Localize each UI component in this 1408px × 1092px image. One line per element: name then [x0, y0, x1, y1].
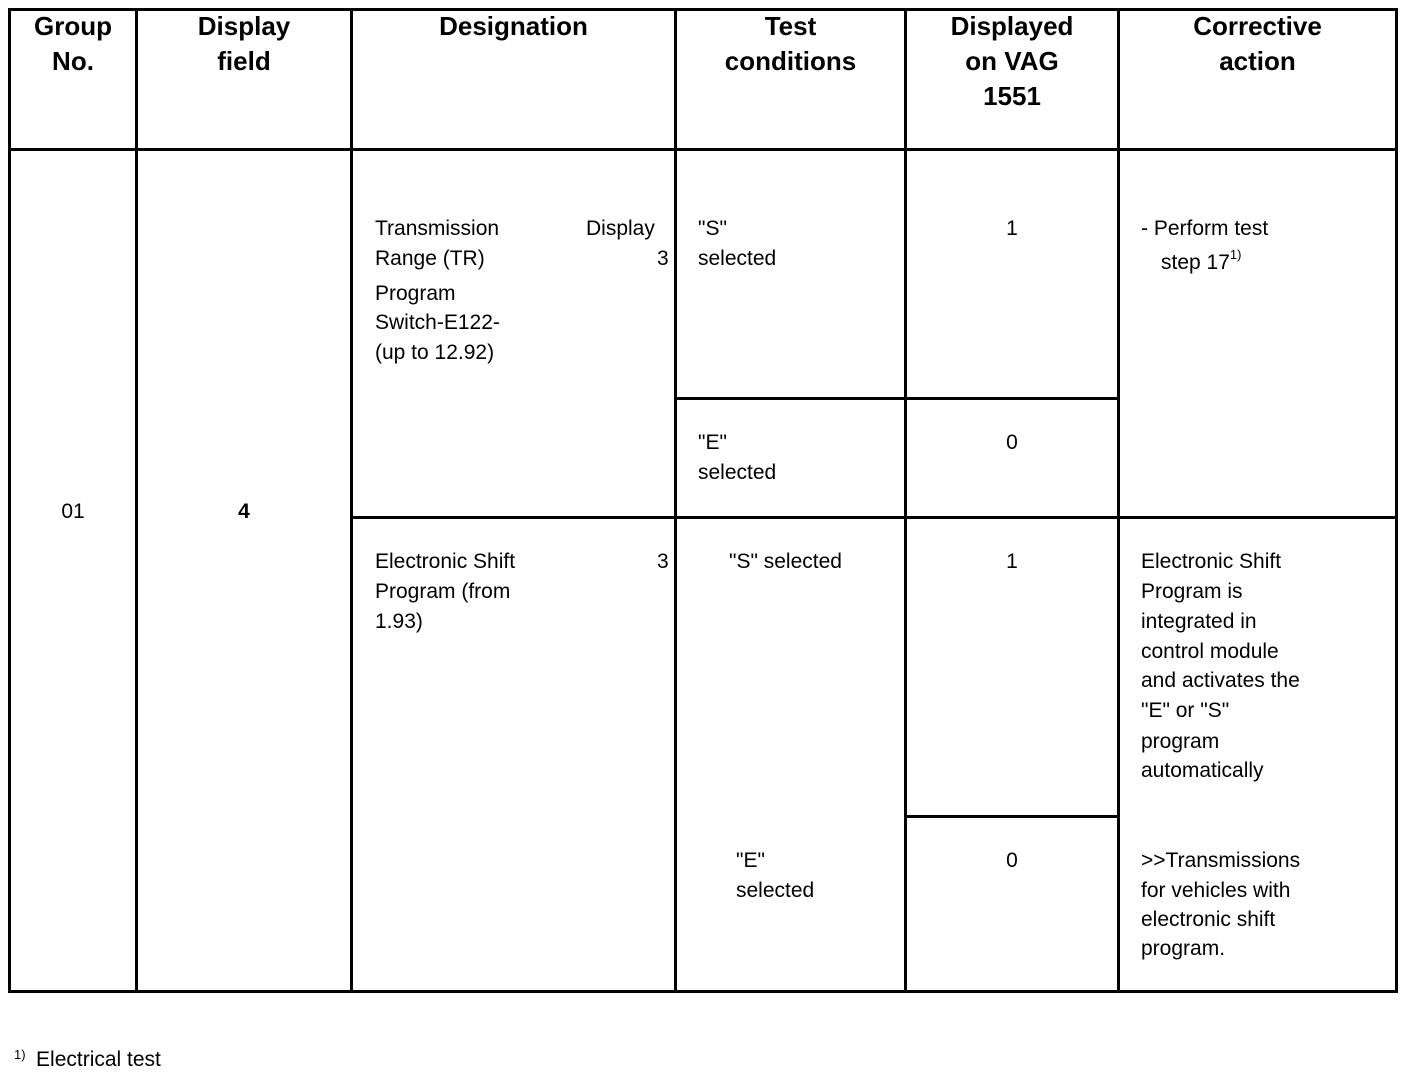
table-border-bottom	[8, 990, 1398, 993]
display-field-value: 4	[238, 500, 250, 523]
col-divider-2	[350, 8, 353, 993]
header-designation: Designation	[439, 11, 588, 41]
step-text: step 17	[1161, 251, 1230, 274]
footnote-ref: 1)	[1229, 247, 1242, 262]
table-border-right	[1395, 8, 1398, 993]
header-test-conditions: Test conditions	[724, 11, 857, 76]
displayed-value-1: 1	[1006, 217, 1018, 240]
header-group-no: Group No.	[34, 11, 112, 76]
displayed-value-0-1: 0	[1006, 431, 1018, 454]
condition-s-selected-2: "S" selected	[729, 550, 842, 573]
display-value-1: 3	[657, 247, 669, 270]
row-divider-conditions-2	[905, 815, 1119, 818]
col-divider-3	[674, 8, 677, 993]
col-divider-5	[1117, 8, 1120, 993]
header-displayed-on: Displayed on VAG 1551	[950, 11, 1074, 111]
footnote-text: Electrical test	[36, 1048, 161, 1071]
group-no-value: 01	[61, 500, 85, 523]
header-display-field: Display field	[197, 11, 291, 76]
header-divider	[8, 148, 1398, 151]
block-divider	[351, 516, 1398, 519]
displayed-value-0-2: 0	[1006, 849, 1018, 872]
display-label: Display	[586, 217, 655, 240]
footnote	[14, 1048, 161, 1072]
header-corrective-action: Corrective action	[1193, 11, 1322, 76]
display-value-2: 3	[657, 550, 669, 573]
displayed-value-1-2: 1	[1006, 550, 1018, 573]
footnote-marker: 1)	[14, 1047, 26, 1062]
row-divider-conditions-1	[675, 397, 1119, 400]
document-page: Group No. Display field Designation Test conditions Displayed on VAG 1551 Corrective action 01 4 Transmission Range (TR) Program Switch-E122- (up to 12.92) Display 3 "S" selected 1 "E" selected 0 - Perform test step 17$^{1)}$ Electronic Shift Program (from 1.93) 3 "S" selected 1 "E" selected 0 Electronic Shift Program is integrated in control module and activates the "E" or "S" program automatically >>Transmissions for vehicles with electronic shift program. $^{1)}$ Electrical test	[0, 0, 1408, 1092]
